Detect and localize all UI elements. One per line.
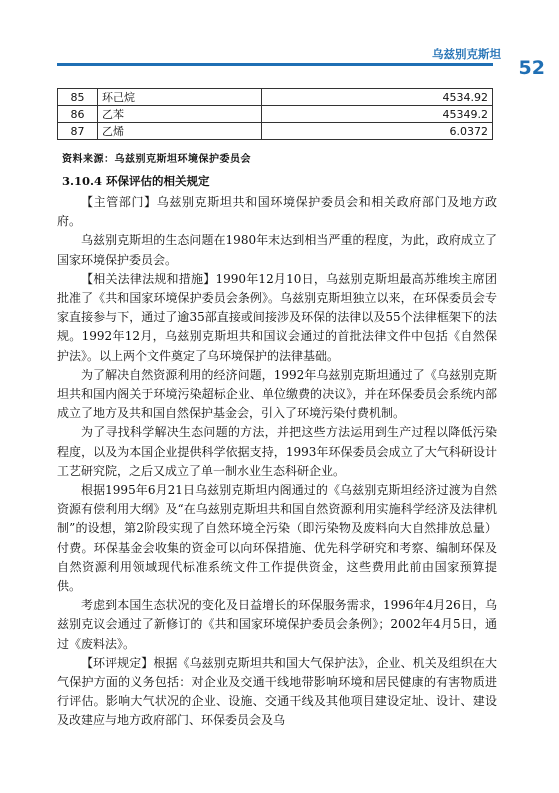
paragraph: 【环评规定】根据《乌兹别克斯坦共和国大气保护法》，企业、机关及组织在大气保护方面的义务包括：对企业及交通干线地带影响环境和居民健康的有害物质进行评估。影响大气状况的企业、设施、交通干线及其他项目建设定址、设计、建设及改建应与地方政府部门、环保委员会及乌: [57, 655, 497, 728]
emission-value: 6.0372: [262, 123, 493, 140]
table-row: [58, 123, 493, 140]
data-table: [57, 88, 493, 140]
emission-value: 45349.2: [262, 106, 493, 123]
paragraph: 乌兹别克斯坦的生态问题在1980年末达到相当严重的程度，为此，政府成立了国家环境保护委员会。: [57, 233, 497, 267]
header-rule: [57, 63, 493, 66]
table-row: [58, 89, 493, 106]
substance-name: 乙烯: [98, 123, 262, 140]
row-number: 86: [58, 106, 98, 123]
paragraph: 【相关法律法规和措施】1990年12月10日，乌兹别克斯坦最高苏维埃主席团批准了《共和国家环境保护委员会条例》。乌兹别克斯坦独立以来，在环保委员会专家直接参与下，通过了逾35部直接或间接涉及环保的法律以及55个法律框架下的法规。1992年12月，乌兹别克斯坦共和国议会通过的首批法律文件中包括《自然保护法》。以上两个文件奠定了乌环境保护的法律基础。: [57, 271, 497, 363]
paragraph: 根据1995年6月21日乌兹别克斯坦内阁通过的《乌兹别克斯坦经济过渡为自然资源有偿利用大纲》及“在乌兹别克斯坦共和国自然资源利用实施科学经济及法律机制”的设想，第2阶段实现了自然环境全污染（即污染物及废料向大自然排放总量）付费。环保基金会收集的资金可以向环保措施、优先科学研究和考察、编制环保及自然资源利用领域现代标准系统文件工作提供资金，这些费用此前由国家预算提供。: [57, 483, 497, 594]
paragraph: 为了解决自然资源利用的经济问题，1992年乌兹别克斯坦通过了《乌兹别克斯坦共和国内阁关于环境污染超标企业、单位缴费的决议》，并在环保委员会系统内部成立了地方及共和国自然保护基金会，引入了环境污染付费机制。: [57, 367, 497, 421]
substance-name: 乙苯: [98, 106, 262, 123]
emission-value: 4534.92: [262, 89, 493, 106]
page-number: 52: [518, 57, 545, 79]
body-text: [57, 193, 497, 731]
running-header-title: 乌兹别克斯坦: [432, 47, 501, 61]
table-source-note: 资料来源：乌兹别克斯坦环境保护委员会: [62, 154, 251, 165]
substance-name: 环己烷: [98, 89, 262, 106]
section-heading: 3.10.4 环保评估的相关规定: [62, 174, 210, 188]
paragraph: 考虑到本国生态状况的变化及日益增长的环保服务需求，1996年4月26日，乌兹别克议会通过了新修订的《共和国家环境保护委员会条例》；2002年4月5日，通过《废料法》。: [57, 598, 497, 651]
row-number: 87: [58, 123, 98, 140]
paragraph: 为了寻找科学解决生态问题的方法，并把这些方法运用到生产过程以降低污染程度，以及为本国企业提供科学依据支持，1993年环保委员会成立了大气科研设计工艺研究院，之后又成立了单一制水业生态科研企业。: [57, 425, 497, 478]
table-row: [58, 106, 493, 123]
paragraph: 【主管部门】乌兹别克斯坦共和国环境保护委员会和相关政府部门及地方政府。: [57, 195, 497, 229]
row-number: 85: [58, 89, 98, 106]
